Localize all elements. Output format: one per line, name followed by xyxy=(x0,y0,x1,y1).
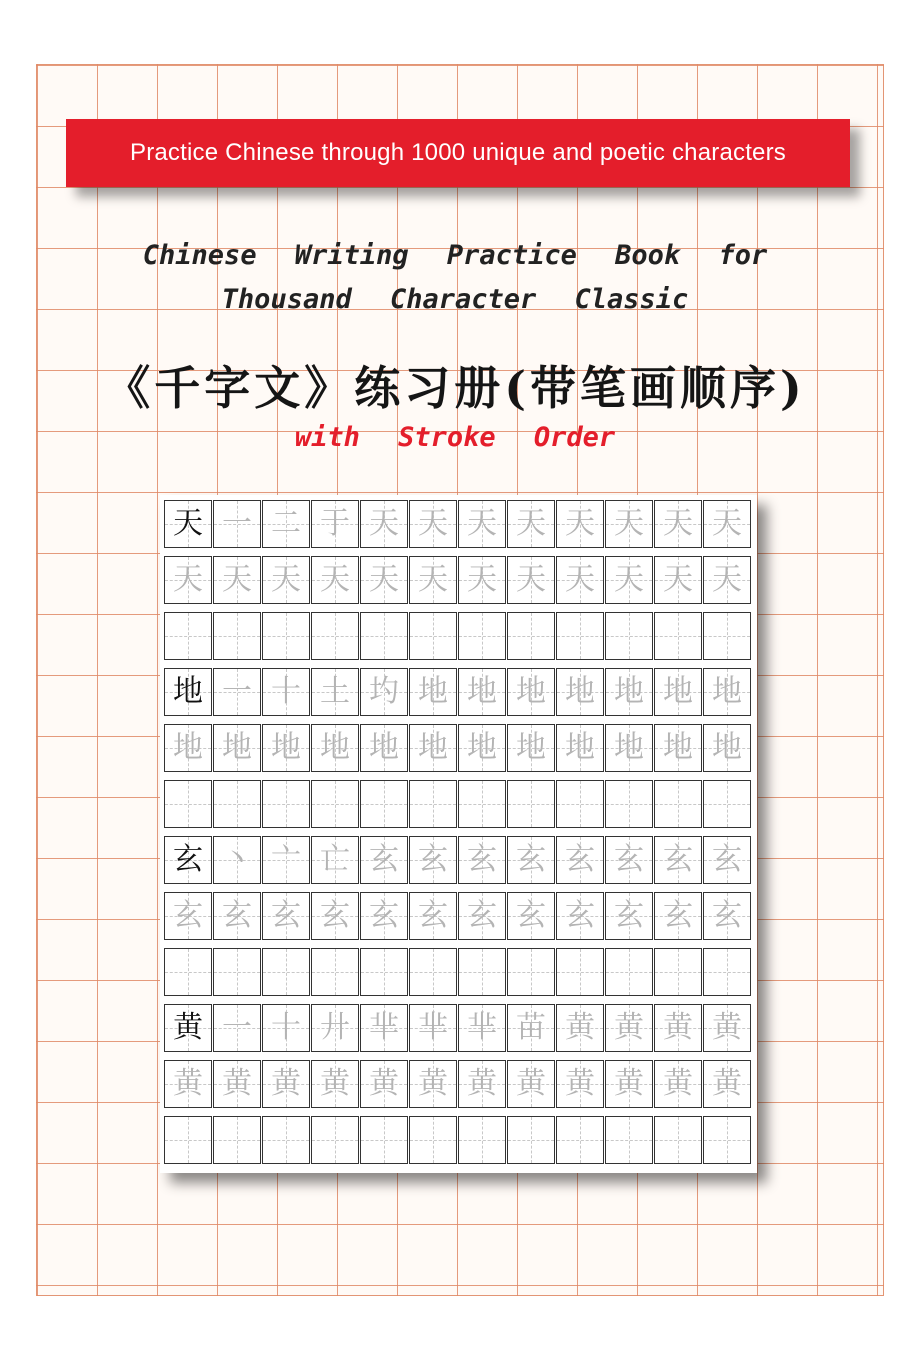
practice-cell xyxy=(213,612,261,660)
trace-character: 玄 xyxy=(222,898,252,933)
practice-cell xyxy=(164,892,212,940)
trace-character: 土 xyxy=(320,674,350,709)
trace-character: 地 xyxy=(173,730,203,765)
practice-cell xyxy=(605,724,653,772)
practice-cell xyxy=(262,1004,310,1052)
trace-character: 芈 xyxy=(418,1010,448,1045)
trace-character: 黄 xyxy=(712,1066,742,1101)
trace-character: 一 xyxy=(222,1010,252,1045)
trace-character: 玄 xyxy=(418,898,448,933)
practice-cell xyxy=(654,724,702,772)
trace-character: 苗 xyxy=(516,1010,546,1045)
practice-row-empty xyxy=(164,1116,753,1164)
trace-character: 廾 xyxy=(320,1010,350,1045)
trace-character: 黄 xyxy=(712,1010,742,1045)
trace-character: 地 xyxy=(516,730,546,765)
trace-character: 天 xyxy=(173,562,203,597)
practice-cell xyxy=(409,836,457,884)
trace-character: 地 xyxy=(271,730,301,765)
practice-cell xyxy=(703,948,751,996)
practice-cell xyxy=(605,500,653,548)
trace-character: 地 xyxy=(418,674,448,709)
practice-cell xyxy=(262,836,310,884)
practice-cell xyxy=(409,556,457,604)
practice-cell xyxy=(360,836,408,884)
trace-character: 黄 xyxy=(516,1066,546,1101)
practice-cell xyxy=(507,668,555,716)
practice-cell xyxy=(262,500,310,548)
practice-cell xyxy=(409,724,457,772)
practice-cell xyxy=(262,668,310,716)
practice-row-trace-row xyxy=(164,724,753,772)
trace-character: 玄 xyxy=(369,842,399,877)
trace-character: 十 xyxy=(271,1010,301,1045)
practice-cell xyxy=(164,1060,212,1108)
practice-row-stroke-row xyxy=(164,668,753,716)
trace-character: 地 xyxy=(369,730,399,765)
practice-cell xyxy=(654,780,702,828)
trace-character: 天 xyxy=(712,562,742,597)
trace-character: 黄 xyxy=(222,1066,252,1101)
trace-character: 黄 xyxy=(565,1010,595,1045)
trace-character: 黄 xyxy=(173,1066,203,1101)
practice-cell xyxy=(409,612,457,660)
practice-cell xyxy=(605,892,653,940)
practice-cell xyxy=(164,1004,212,1052)
practice-cell xyxy=(360,1116,408,1164)
practice-cell xyxy=(703,556,751,604)
practice-cell xyxy=(458,948,506,996)
practice-row-trace-row xyxy=(164,892,753,940)
trace-character: 天 xyxy=(369,506,399,541)
trace-character: 黄 xyxy=(467,1066,497,1101)
practice-cell xyxy=(311,1004,359,1052)
trace-character: 天 xyxy=(712,506,742,541)
english-title-line-2: Thousand Character Classic xyxy=(221,284,689,315)
practice-cell xyxy=(213,500,261,548)
practice-cell xyxy=(556,1004,604,1052)
trace-character: 玄 xyxy=(467,842,497,877)
practice-cell xyxy=(703,500,751,548)
trace-character: 天 xyxy=(418,562,448,597)
practice-cell xyxy=(703,836,751,884)
trace-character: 地 xyxy=(663,674,693,709)
practice-row-stroke-row xyxy=(164,836,753,884)
practice-cell xyxy=(458,1060,506,1108)
practice-cell xyxy=(360,668,408,716)
practice-cell xyxy=(605,1116,653,1164)
trace-character: 玄 xyxy=(173,898,203,933)
practice-sheet xyxy=(160,495,757,1173)
practice-cell xyxy=(262,780,310,828)
practice-cell xyxy=(458,1004,506,1052)
trace-character: 玄 xyxy=(320,898,350,933)
trace-character: 天 xyxy=(663,506,693,541)
trace-character: 黄 xyxy=(271,1066,301,1101)
trace-character: 天 xyxy=(320,562,350,597)
trace-character: 圴 xyxy=(369,674,399,709)
trace-character: 玄 xyxy=(663,842,693,877)
practice-cell xyxy=(458,780,506,828)
practice-cell xyxy=(654,948,702,996)
practice-cell xyxy=(409,1060,457,1108)
practice-cell xyxy=(703,1060,751,1108)
practice-cell xyxy=(311,1060,359,1108)
trace-character: 黄 xyxy=(614,1066,644,1101)
practice-cell xyxy=(360,892,408,940)
trace-character: 天 xyxy=(418,506,448,541)
trace-character: 天 xyxy=(614,506,644,541)
practice-cell xyxy=(605,1060,653,1108)
practice-cell xyxy=(262,948,310,996)
trace-character: 天 xyxy=(467,562,497,597)
practice-cell xyxy=(507,892,555,940)
practice-cell xyxy=(605,780,653,828)
practice-row-trace-row xyxy=(164,556,753,604)
practice-cell xyxy=(213,556,261,604)
practice-cell xyxy=(605,668,653,716)
practice-cell xyxy=(311,892,359,940)
practice-cell xyxy=(360,1060,408,1108)
practice-cell xyxy=(556,948,604,996)
trace-character: 天 xyxy=(271,562,301,597)
practice-cell xyxy=(556,668,604,716)
practice-cell xyxy=(556,892,604,940)
trace-character: 地 xyxy=(222,730,252,765)
trace-character: 十 xyxy=(271,674,301,709)
trace-character: 亡 xyxy=(320,842,350,877)
chinese-title: 《千字文》练习册(带笔画顺序) xyxy=(104,361,806,415)
practice-cell xyxy=(311,724,359,772)
practice-cell xyxy=(213,892,261,940)
practice-cell xyxy=(654,1060,702,1108)
trace-character: 玄 xyxy=(467,898,497,933)
practice-cell xyxy=(409,1116,457,1164)
practice-cell xyxy=(164,724,212,772)
trace-character: 地 xyxy=(418,730,448,765)
practice-cell xyxy=(703,724,751,772)
trace-character: 地 xyxy=(320,730,350,765)
practice-cell xyxy=(703,612,751,660)
trace-character: 玄 xyxy=(271,898,301,933)
practice-cell xyxy=(164,612,212,660)
practice-cell xyxy=(507,612,555,660)
practice-cell xyxy=(507,780,555,828)
trace-character: 一 xyxy=(222,674,252,709)
tagline-text: Practice Chinese through 1000 unique and poetic characters xyxy=(129,139,786,166)
practice-row-stroke-row xyxy=(164,1004,753,1052)
practice-cell xyxy=(654,836,702,884)
trace-character: 黄 xyxy=(369,1066,399,1101)
trace-character: 玄 xyxy=(565,898,595,933)
practice-cell xyxy=(654,668,702,716)
trace-character: 一 xyxy=(222,506,252,541)
practice-cell xyxy=(507,1116,555,1164)
trace-character: 亠 xyxy=(271,842,301,877)
trace-character: 天 xyxy=(467,506,497,541)
tagline-banner xyxy=(66,119,850,187)
practice-cell xyxy=(164,500,212,548)
trace-character: 丶 xyxy=(222,842,252,877)
practice-cell xyxy=(458,892,506,940)
practice-cell xyxy=(360,612,408,660)
practice-cell xyxy=(507,1060,555,1108)
practice-cell xyxy=(311,612,359,660)
practice-cell xyxy=(262,1116,310,1164)
practice-cell xyxy=(556,612,604,660)
practice-cell xyxy=(164,556,212,604)
practice-cell xyxy=(556,500,604,548)
stroke-order-subtitle: with Stroke Order xyxy=(294,422,616,453)
practice-cell xyxy=(213,1004,261,1052)
practice-cell xyxy=(409,892,457,940)
trace-character: 玄 xyxy=(712,842,742,877)
trace-character: 于 xyxy=(320,506,350,541)
practice-cell xyxy=(164,948,212,996)
practice-cell xyxy=(164,780,212,828)
practice-cell xyxy=(556,1116,604,1164)
practice-cell xyxy=(311,668,359,716)
practice-cell xyxy=(458,500,506,548)
practice-cell xyxy=(703,668,751,716)
practice-cell xyxy=(164,836,212,884)
practice-cell xyxy=(458,1116,506,1164)
practice-cell xyxy=(507,836,555,884)
practice-cell xyxy=(213,948,261,996)
trace-character: 地 xyxy=(712,674,742,709)
practice-cell xyxy=(654,556,702,604)
practice-cell xyxy=(703,892,751,940)
trace-character: 黄 xyxy=(320,1066,350,1101)
trace-character: 玄 xyxy=(369,898,399,933)
practice-row-empty xyxy=(164,780,753,828)
practice-cell xyxy=(311,836,359,884)
practice-cell xyxy=(556,724,604,772)
practice-row-stroke-row xyxy=(164,500,753,548)
practice-cell xyxy=(654,892,702,940)
practice-cell xyxy=(507,724,555,772)
trace-character: 二 xyxy=(271,506,301,541)
practice-cell xyxy=(605,836,653,884)
practice-cell xyxy=(556,556,604,604)
trace-character: 天 xyxy=(369,562,399,597)
practice-cell xyxy=(164,668,212,716)
practice-cell xyxy=(605,948,653,996)
practice-cell xyxy=(409,948,457,996)
model-character: 地 xyxy=(173,674,203,709)
practice-cell xyxy=(458,836,506,884)
trace-character: 天 xyxy=(614,562,644,597)
practice-cell xyxy=(311,948,359,996)
practice-cell xyxy=(311,556,359,604)
practice-cell xyxy=(262,612,310,660)
practice-cell xyxy=(262,1060,310,1108)
practice-cell xyxy=(458,668,506,716)
model-character: 黄 xyxy=(173,1010,203,1045)
trace-character: 地 xyxy=(467,730,497,765)
practice-cell xyxy=(703,1004,751,1052)
trace-character: 地 xyxy=(663,730,693,765)
trace-character: 玄 xyxy=(516,898,546,933)
trace-character: 天 xyxy=(663,562,693,597)
practice-row-empty xyxy=(164,612,753,660)
trace-character: 黄 xyxy=(663,1066,693,1101)
practice-cell xyxy=(507,948,555,996)
practice-cell xyxy=(213,836,261,884)
practice-cell xyxy=(605,556,653,604)
practice-cell xyxy=(262,556,310,604)
trace-character: 玄 xyxy=(565,842,595,877)
model-character: 玄 xyxy=(173,842,203,877)
practice-cell xyxy=(262,892,310,940)
trace-character: 玄 xyxy=(663,898,693,933)
practice-cell xyxy=(703,1116,751,1164)
practice-cell xyxy=(360,724,408,772)
trace-character: 芈 xyxy=(369,1010,399,1045)
practice-cell xyxy=(360,500,408,548)
practice-cell xyxy=(311,500,359,548)
trace-character: 地 xyxy=(712,730,742,765)
practice-cell xyxy=(556,1060,604,1108)
practice-cell xyxy=(409,1004,457,1052)
practice-row-empty xyxy=(164,948,753,996)
practice-cell xyxy=(703,780,751,828)
trace-character: 天 xyxy=(516,562,546,597)
practice-cell xyxy=(458,612,506,660)
practice-cell xyxy=(409,668,457,716)
practice-cell xyxy=(605,1004,653,1052)
practice-cell xyxy=(507,1004,555,1052)
practice-row-trace-row xyxy=(164,1060,753,1108)
trace-character: 黄 xyxy=(614,1010,644,1045)
practice-cell xyxy=(654,1116,702,1164)
model-character: 天 xyxy=(173,506,203,541)
trace-character: 地 xyxy=(467,674,497,709)
trace-character: 芈 xyxy=(467,1010,497,1045)
practice-cell xyxy=(654,612,702,660)
practice-cell xyxy=(311,780,359,828)
trace-character: 地 xyxy=(565,730,595,765)
practice-cell xyxy=(360,556,408,604)
practice-cell xyxy=(213,1116,261,1164)
practice-cell xyxy=(654,500,702,548)
practice-cell xyxy=(360,1004,408,1052)
practice-cell xyxy=(164,1116,212,1164)
practice-cell xyxy=(360,780,408,828)
practice-cell xyxy=(213,668,261,716)
practice-cell xyxy=(654,1004,702,1052)
trace-character: 天 xyxy=(222,562,252,597)
trace-character: 黄 xyxy=(663,1010,693,1045)
practice-cell xyxy=(213,1060,261,1108)
english-title-line-1: Chinese Writing Practice Book for xyxy=(142,240,768,271)
practice-cell xyxy=(360,948,408,996)
trace-character: 地 xyxy=(614,674,644,709)
practice-cell xyxy=(458,556,506,604)
trace-character: 地 xyxy=(565,674,595,709)
trace-character: 玄 xyxy=(516,842,546,877)
practice-cell xyxy=(507,556,555,604)
practice-cell xyxy=(556,780,604,828)
practice-cell xyxy=(213,724,261,772)
trace-character: 玄 xyxy=(712,898,742,933)
practice-cell xyxy=(311,1116,359,1164)
practice-cell xyxy=(213,780,261,828)
practice-cell xyxy=(605,612,653,660)
practice-cell xyxy=(262,724,310,772)
trace-character: 天 xyxy=(565,506,595,541)
practice-cell xyxy=(409,780,457,828)
practice-cell xyxy=(458,724,506,772)
trace-character: 黄 xyxy=(565,1066,595,1101)
trace-character: 玄 xyxy=(614,898,644,933)
trace-character: 黄 xyxy=(418,1066,448,1101)
trace-character: 地 xyxy=(614,730,644,765)
trace-character: 天 xyxy=(565,562,595,597)
trace-character: 天 xyxy=(516,506,546,541)
practice-cell xyxy=(507,500,555,548)
trace-character: 玄 xyxy=(418,842,448,877)
practice-cell xyxy=(409,500,457,548)
trace-character: 玄 xyxy=(614,842,644,877)
trace-character: 地 xyxy=(516,674,546,709)
practice-cell xyxy=(556,836,604,884)
